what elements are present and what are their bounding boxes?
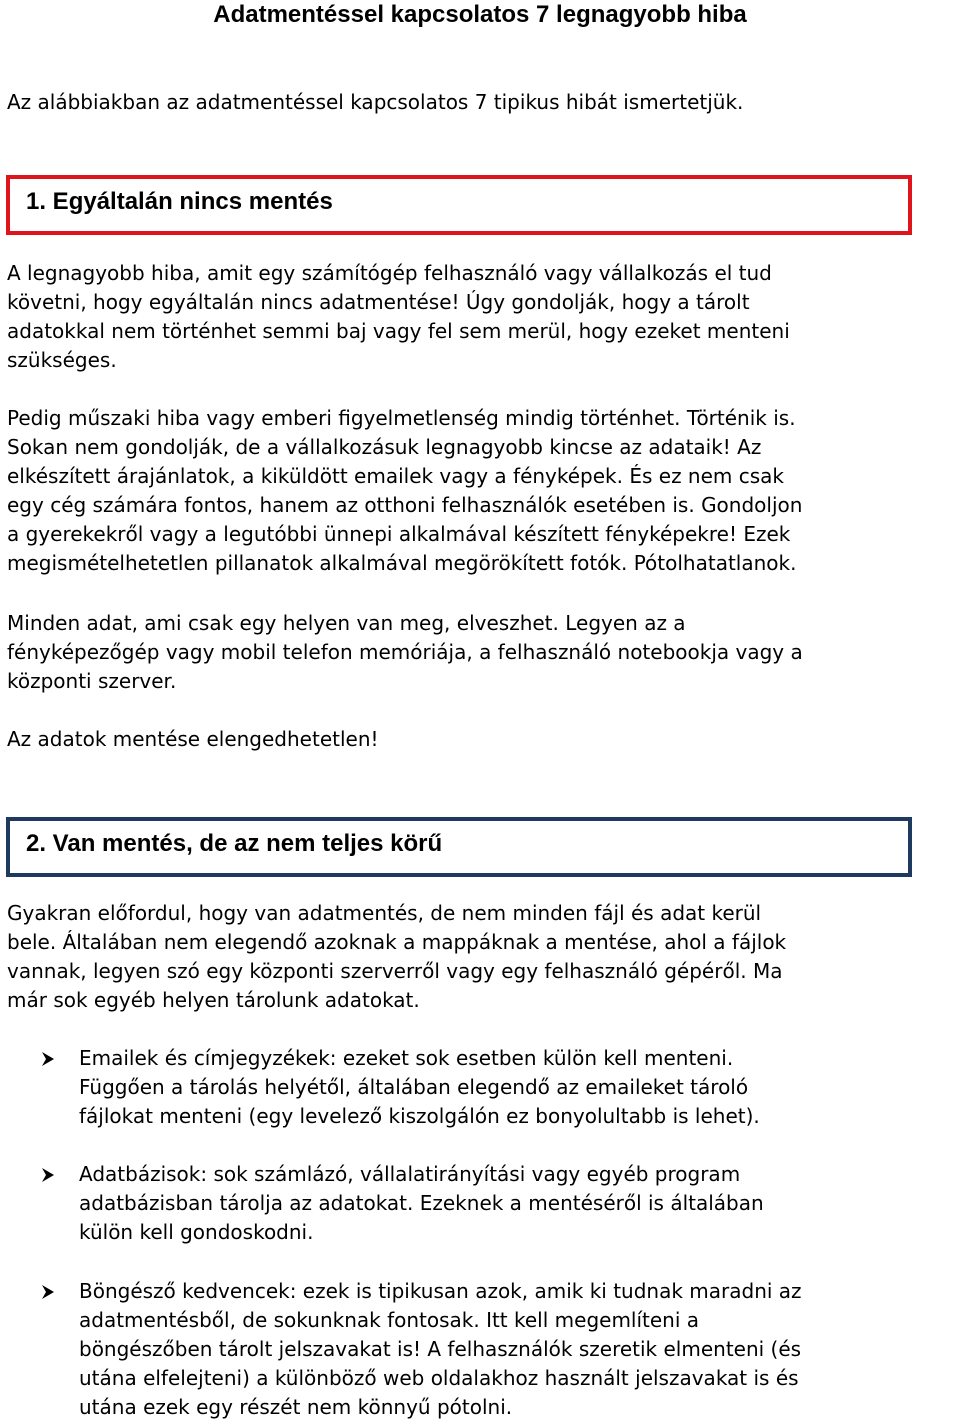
text-line: Az adatok mentése elengedhetetlen! bbox=[7, 727, 379, 751]
section-1-paragraph-2 bbox=[7, 404, 802, 578]
text-line: adatokkal nem történhet semmi baj vagy fel sem merül, hogy ezeket menteni bbox=[7, 319, 790, 343]
section-1-heading-box bbox=[6, 175, 912, 235]
arrowhead-bullet-icon bbox=[40, 1284, 56, 1300]
text-line: böngészőben tárolt jelszavakat is! A felhasználók szeretik elmenteni (és bbox=[79, 1337, 802, 1361]
text-line: utána ezek egy részét nem könnyű pótolni. bbox=[79, 1395, 513, 1419]
document-title: Adatmentéssel kapcsolatos 7 legnagyobb hiba bbox=[213, 1, 747, 28]
text-line: elkészített árajánlatok, a kiküldött emailek vagy a fényképek. És ez nem csak bbox=[7, 464, 785, 488]
arrowhead-bullet-icon bbox=[40, 1051, 56, 1067]
text-line: egy cég számára fontos, hanem az otthoni felhasználók esetében is. Gondoljon bbox=[7, 493, 803, 517]
text-line: szükséges. bbox=[7, 348, 117, 372]
text-line: bele. Általában nem elegendő azoknak a mappáknak a mentése, ahol a fájlok bbox=[7, 930, 787, 954]
text-line: Pedig műszaki hiba vagy emberi figyelmetlenség mindig történhet. Történik is. bbox=[7, 406, 796, 430]
section-2-heading-box bbox=[6, 817, 912, 877]
bullet-text bbox=[79, 1044, 760, 1131]
text-line: Adatbázisok: sok számlázó, vállalatirányítási vagy egyéb program bbox=[79, 1162, 741, 1186]
text-line: Böngésző kedvencek: ezek is tipikusan azok, amik ki tudnak maradni az bbox=[79, 1279, 802, 1303]
text-line: a gyerekekről vagy a legutóbbi ünnepi alkalmával készített fényképekre! Ezek bbox=[7, 522, 791, 546]
text-line: Emailek és címjegyzékek: ezeket sok esetben külön kell menteni. bbox=[79, 1046, 734, 1070]
text-line: Minden adat, ami csak egy helyen van meg, elveszhet. Legyen az a bbox=[7, 611, 686, 635]
section-2-heading: 2. Van mentés, de az nem teljes körű bbox=[26, 830, 443, 857]
section-1-paragraph-4 bbox=[7, 725, 379, 754]
text-line: vannak, legyen szó egy központi szerverről vagy egy felhasználó gépéről. Ma bbox=[7, 959, 783, 983]
text-line: utána elfelejteni) a különböző web oldalakhoz használt jelszavakat is és bbox=[79, 1366, 799, 1390]
text-line: Függően a tárolás helyétől, általában elegendő az emaileket tároló bbox=[79, 1075, 749, 1099]
text-line: Sokan nem gondolják, de a vállalkozásuk legnagyobb kincse az adataik! Az bbox=[7, 435, 762, 459]
text-line: Gyakran előfordul, hogy van adatmentés, de nem minden fájl és adat kerül bbox=[7, 901, 762, 925]
section-1-paragraph-1 bbox=[7, 259, 790, 375]
text-line: központi szerver. bbox=[7, 669, 177, 693]
section-1-paragraph-3 bbox=[7, 609, 803, 696]
bullet-text bbox=[79, 1277, 802, 1422]
text-line: már sok egyéb helyen tárolunk adatokat. bbox=[7, 988, 420, 1012]
intro-paragraph: Az alábbiakban az adatmentéssel kapcsolatos 7 tipikus hibát ismertetjük. bbox=[7, 90, 744, 114]
text-line: adatbázisban tárolja az adatokat. Ezeknek a mentéséről is általában bbox=[79, 1191, 764, 1215]
text-line: követni, hogy egyáltalán nincs adatmentése! Úgy gondolják, hogy a tárolt bbox=[7, 290, 750, 314]
text-line: külön kell gondoskodni. bbox=[79, 1220, 314, 1244]
text-line: fájlokat menteni (egy levelező kiszolgálón ez bonyolultabb is lehet). bbox=[79, 1104, 760, 1128]
section-1-heading: 1. Egyáltalán nincs mentés bbox=[26, 188, 333, 215]
arrowhead-bullet-icon bbox=[40, 1167, 56, 1183]
bullet-text bbox=[79, 1160, 764, 1247]
text-line: A legnagyobb hiba, amit egy számítógép felhasználó vagy vállalkozás el tud bbox=[7, 261, 772, 285]
text-line: fényképezőgép vagy mobil telefon memóriája, a felhasználó notebookja vagy a bbox=[7, 640, 803, 664]
text-line: adatmentésből, de sokunknak fontosak. Itt kell megemlíteni a bbox=[79, 1308, 700, 1332]
text-line: megismételhetetlen pillanatok alkalmával megörökített fotók. Pótolhatatlanok. bbox=[7, 551, 797, 575]
section-2-paragraph-1 bbox=[7, 899, 786, 1015]
